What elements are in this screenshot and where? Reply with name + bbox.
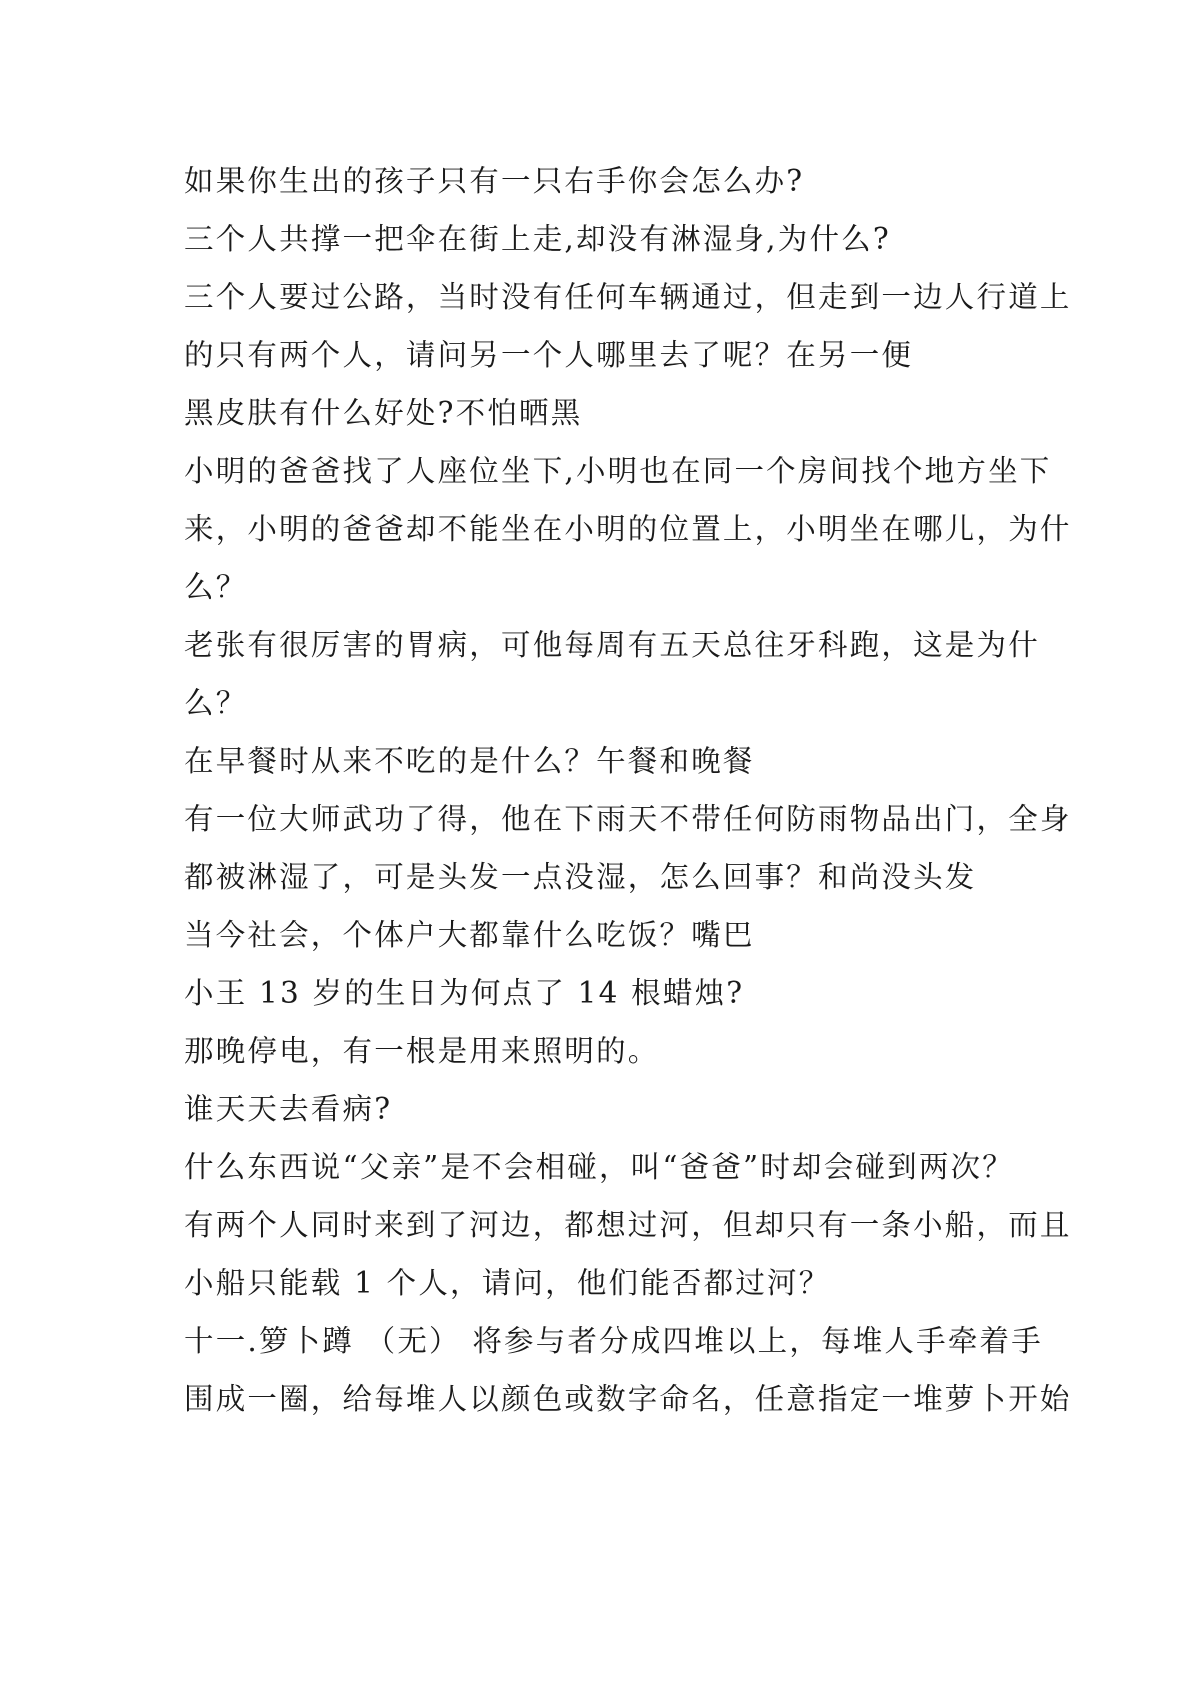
text-line: 有两个人同时来到了河边，都想过河，但却只有一条小船，而且 xyxy=(184,1208,1072,1242)
document-body xyxy=(184,152,1072,1428)
text-line: 三个人共撑一把伞在街上走,却没有淋湿身,为什么? xyxy=(184,222,891,256)
text-line: 当今社会，个体户大都靠什么吃饭？嘴巴 xyxy=(184,918,755,952)
text-line: 什么东西说“父亲”是不会相碰，叫“爸爸”时却会碰到两次？ xyxy=(184,1150,1014,1184)
text-line: 小明的爸爸找了人座位坐下,小明也在同一个房间找个地方坐下 xyxy=(184,454,1052,488)
text-line: 十一.箩卜蹲 （无） 将参与者分成四堆以上，每堆人手牵着手 xyxy=(184,1324,1043,1358)
text-line: 么？ xyxy=(184,686,248,720)
text-line: 围成一圈，给每堆人以颜色或数字命名，任意指定一堆萝卜开始 xyxy=(184,1382,1072,1416)
text-line: 谁天天去看病? xyxy=(184,1092,393,1126)
text-line: 在早餐时从来不吃的是什么？午餐和晚餐 xyxy=(184,744,755,778)
text-line: 的只有两个人，请问另一个人哪里去了呢？在另一便 xyxy=(184,338,914,372)
text-line: 小船只能载 1 个人，请问，他们能否都过河？ xyxy=(184,1266,831,1300)
text-line: 如果你生出的孩子只有一只右手你会怎么办? xyxy=(184,164,805,198)
text-line: 有一位大师武功了得，他在下雨天不带任何防雨物品出门，全身 xyxy=(184,802,1072,836)
text-line: 那晚停电，有一根是用来照明的。 xyxy=(184,1034,660,1068)
text-line: 三个人要过公路，当时没有任何车辆通过，但走到一边人行道上 xyxy=(184,280,1072,314)
text-line: 小王 13 岁的生日为何点了 14 根蜡烛? xyxy=(184,976,745,1010)
text-line: 么？ xyxy=(184,570,248,604)
text-line: 都被淋湿了，可是头发一点没湿，怎么回事？和尚没头发 xyxy=(184,860,977,894)
text-line: 来，小明的爸爸却不能坐在小明的位置上，小明坐在哪儿，为什 xyxy=(184,512,1072,546)
text-line: 老张有很厉害的胃病，可他每周有五天总往牙科跑，这是为什 xyxy=(184,628,1040,662)
text-line: 黑皮肤有什么好处?不怕晒黑 xyxy=(184,396,583,430)
